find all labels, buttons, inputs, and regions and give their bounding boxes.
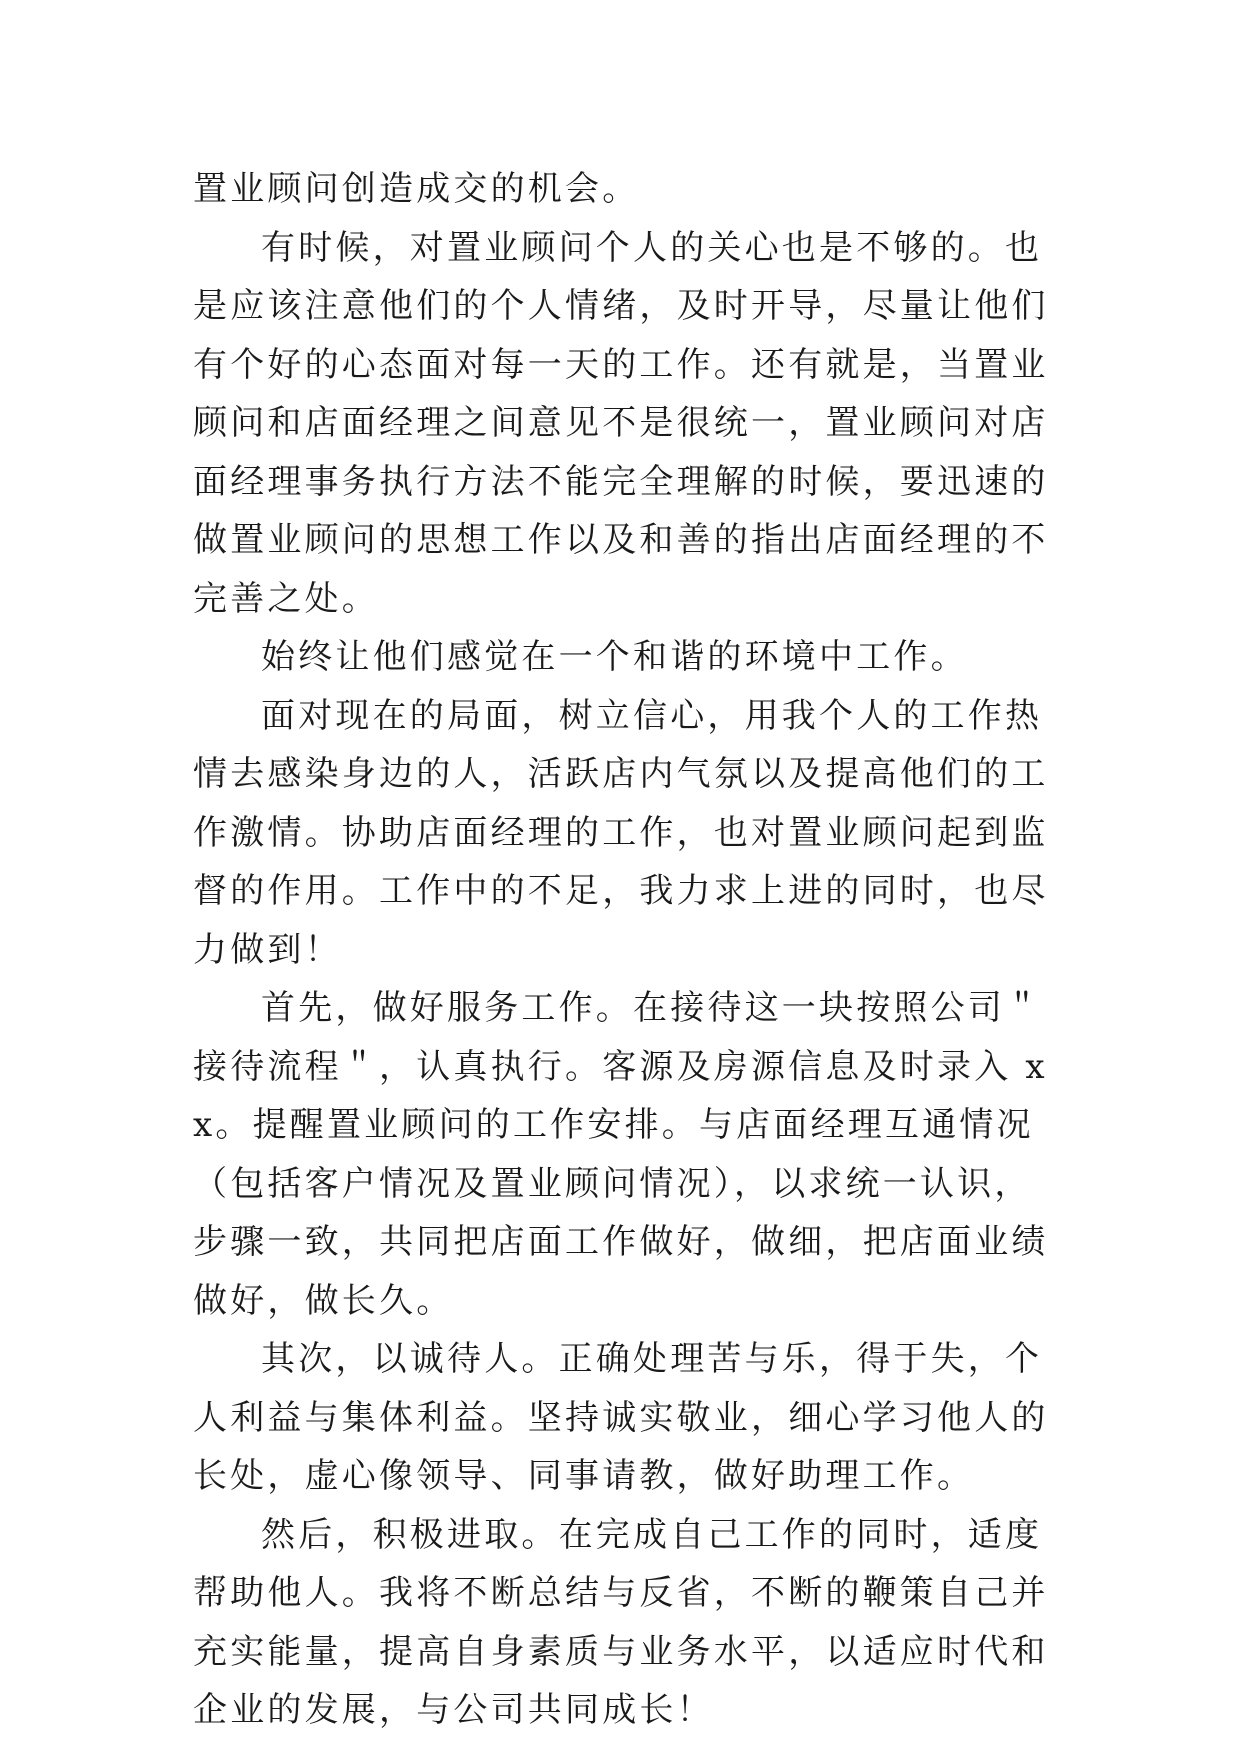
paragraph-1: 置业顾问创造成交的机会。 <box>193 169 640 209</box>
paragraph-5: 首先，做好服务工作。在接待这一块按照公司＂接待流程＂，认真执行。客源及房源信息及时录入 xx。提醒置业顾问的工作安排。与店面经理互通情况（包括客户情况及置业顾问情况），以求统一认识，步骤一致，共同把店面工作做好，做细，把店面业绩做好，做长久。 <box>193 988 1049 1321</box>
paragraph-3: 始终让他们感觉在一个和谐的环境中工作。 <box>261 637 968 677</box>
document-body <box>193 160 1053 1740</box>
paragraph-2: 有时候，对置业顾问个人的关心也是不够的。也是应该注意他们的个人情绪，及时开导，尽量让他们有个好的心态面对每一天的工作。还有就是，当置业顾问和店面经理之间意见不是很统一，置业顾问对店面经理事务执行方法不能完全理解的时候，要迅速的做置业顾问的思想工作以及和善的指出店面经理的不完善之处。 <box>193 227 1049 619</box>
paragraph-7: 然后，积极进取。在完成自己工作的同时，适度帮助他人。我将不断总结与反省，不断的鞭策自己并充实能量，提高自身素质与业务水平，以适应时代和企业的发展，与公司共同成长！ <box>193 1514 1049 1730</box>
paragraph-6: 其次，以诚待人。正确处理苦与乐，得于失，个人利益与集体利益。坚持诚实敬业，细心学习他人的长处，虚心像领导、同事请教，做好助理工作。 <box>193 1339 1049 1496</box>
paragraph-4: 面对现在的局面，树立信心，用我个人的工作热情去感染身边的人，活跃店内气氛以及提高他们的工作激情。协助店面经理的工作，也对置业顾问起到监督的作用。工作中的不足，我力求上进的同时，也尽力做到！ <box>193 695 1049 970</box>
